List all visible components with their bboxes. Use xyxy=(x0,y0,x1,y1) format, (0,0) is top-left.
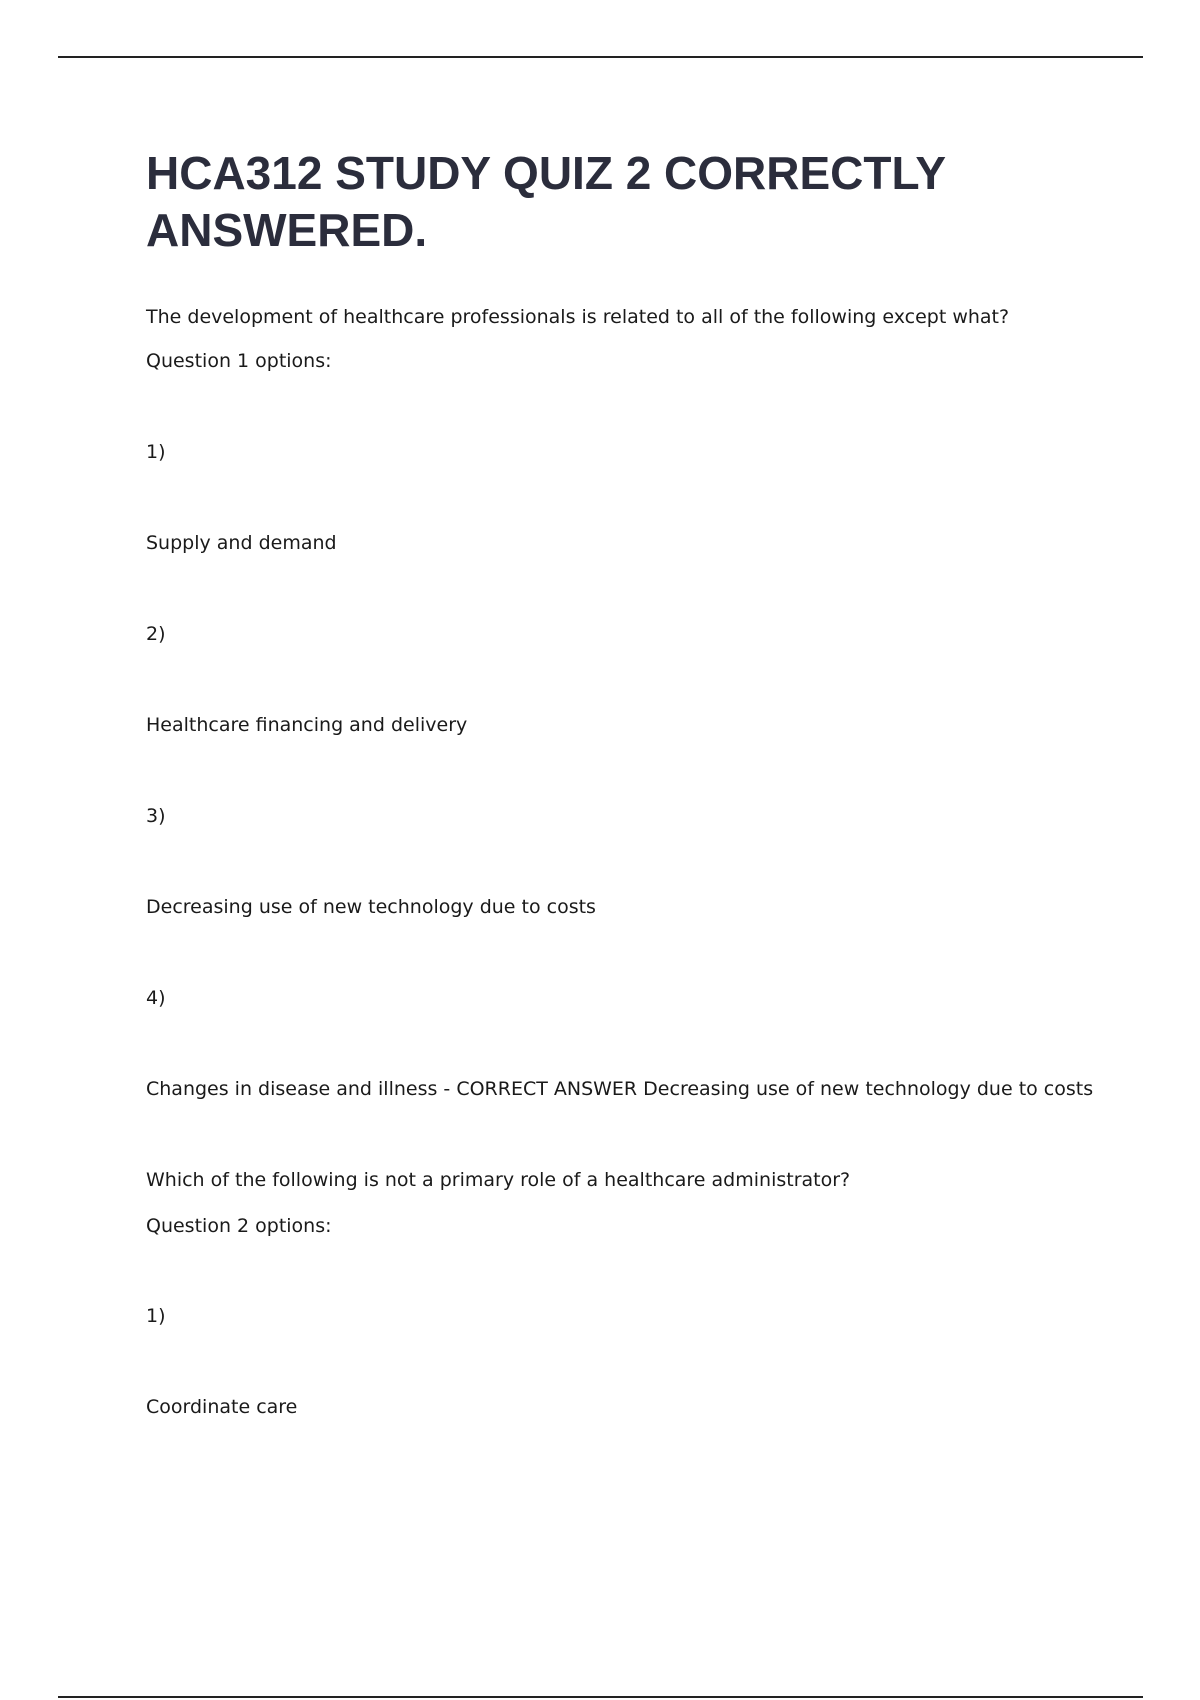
document-title: HCA312 STUDY QUIZ 2 CORRECTLY ANSWERED. xyxy=(146,147,946,256)
question-1-option-2-number: 2) xyxy=(146,623,166,645)
question-1-option-1-number: 1) xyxy=(146,441,166,463)
question-1-option-3-number: 3) xyxy=(146,805,166,827)
question-1-option-1-text: Supply and demand xyxy=(146,532,337,554)
question-2-options-label: Question 2 options: xyxy=(146,1215,332,1237)
question-1-option-4-text: Changes in disease and illness - CORRECT ANSWER Decreasing use of new technology due to costs xyxy=(146,1078,1094,1100)
bottom-divider xyxy=(58,1696,1143,1698)
question-1-prompt: The development of healthcare professionals is related to all of the following except what? xyxy=(146,306,1010,328)
question-1-option-3-text: Decreasing use of new technology due to costs xyxy=(146,896,596,918)
question-2-prompt: Which of the following is not a primary role of a healthcare administrator? xyxy=(146,1169,851,1191)
question-2-option-1-number: 1) xyxy=(146,1305,166,1327)
top-divider xyxy=(58,56,1143,58)
question-2-option-1-text: Coordinate care xyxy=(146,1396,298,1418)
question-1-option-4-number: 4) xyxy=(146,987,166,1009)
question-1-option-2-text: Healthcare financing and delivery xyxy=(146,714,468,736)
question-1-options-label: Question 1 options: xyxy=(146,350,332,372)
